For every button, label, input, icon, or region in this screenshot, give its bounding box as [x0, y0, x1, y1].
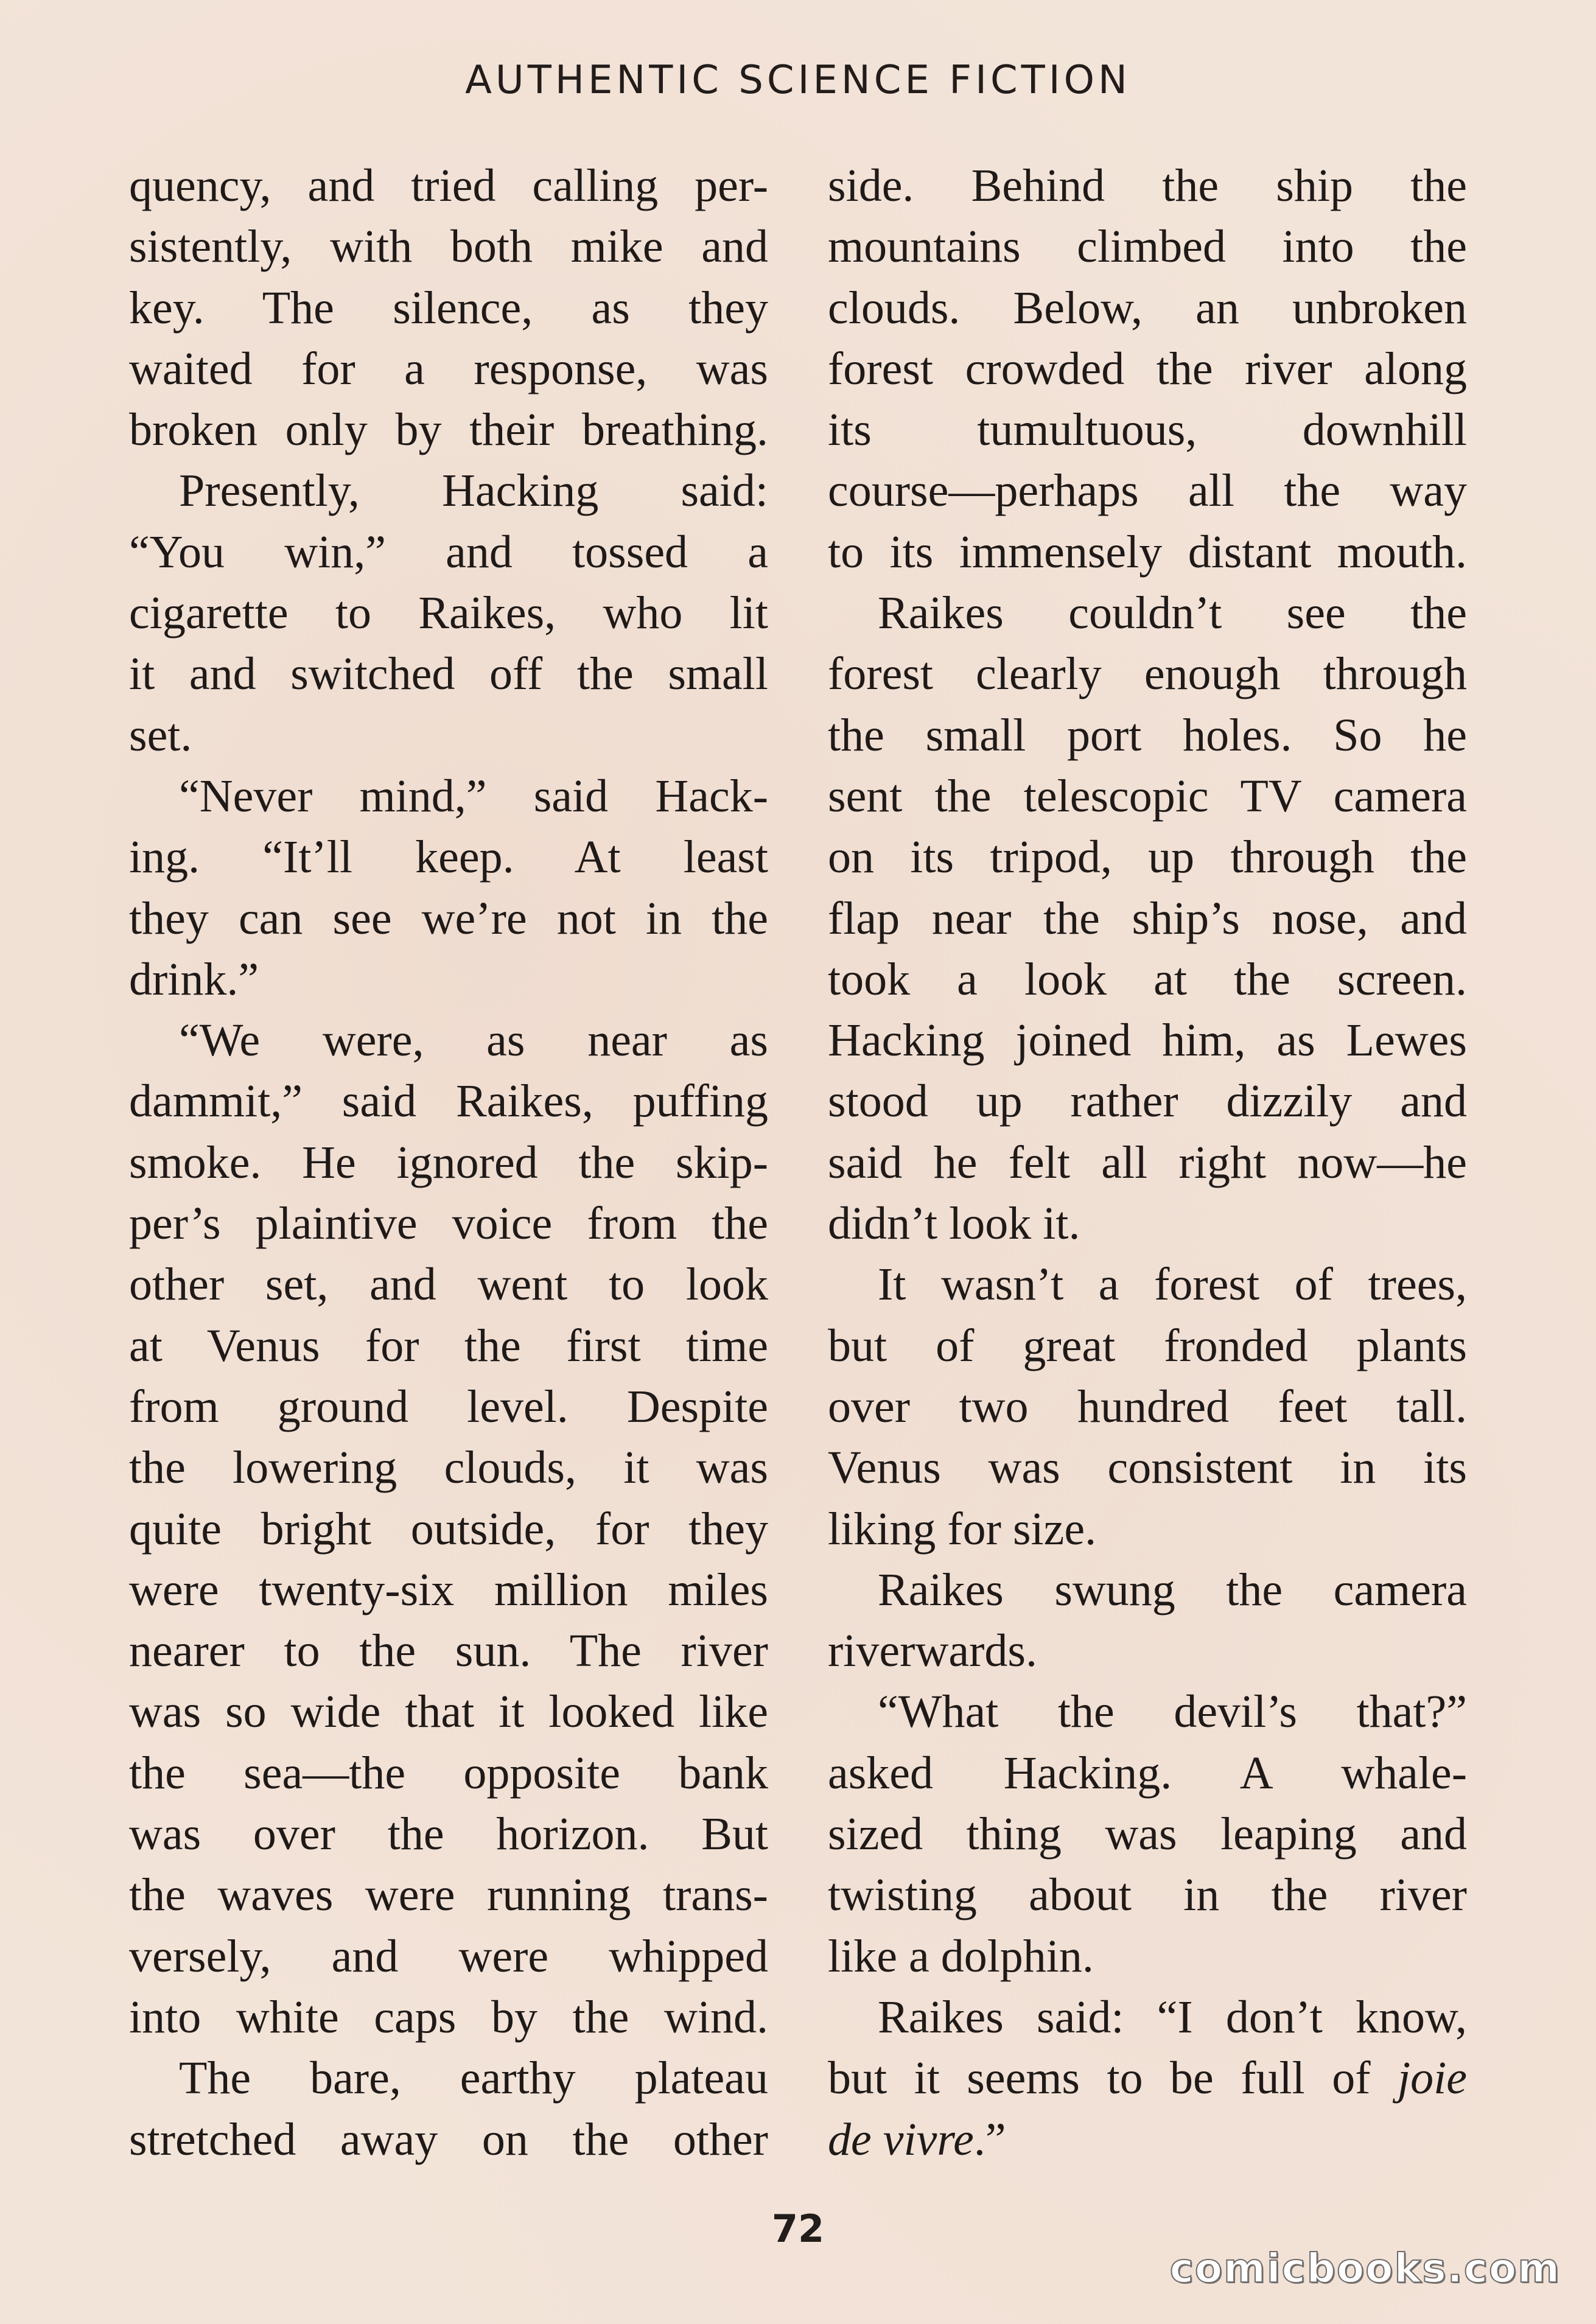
- text-fragment: but it seems to be full of: [828, 2053, 1371, 2104]
- text-line: nearer to the sun. The river: [129, 1625, 768, 1677]
- text-line: set.: [129, 709, 192, 761]
- text-line: course—perhaps all the way: [828, 465, 1467, 517]
- text-line: broken only by their breathing.: [129, 404, 768, 456]
- text-line: stretched away on the other: [129, 2113, 768, 2165]
- text-line: cigarette to Raikes, who lit: [129, 587, 768, 639]
- text-line: the sea—the opposite bank: [129, 1747, 768, 1799]
- text-line: riverwards.: [828, 1625, 1037, 1677]
- text-line: quite bright outside, for they: [129, 1503, 768, 1555]
- text-line: from ground level. Despite: [129, 1381, 768, 1432]
- text-line: over two hundred feet tall.: [828, 1381, 1467, 1432]
- text-line: “You win,” and tossed a: [129, 526, 768, 578]
- text-line: like a dolphin.: [828, 1930, 1094, 1982]
- text-line: smoke. He ignored the skip-: [129, 1136, 768, 1188]
- text-line: It wasn’t a forest of trees,: [878, 1259, 1467, 1311]
- text-line: [828, 2048, 1467, 2109]
- text-line: sent the telescopic TV camera: [828, 770, 1467, 822]
- text-line: other set, and went to look: [129, 1259, 768, 1311]
- text-line: they can see we’re not in the: [129, 892, 768, 944]
- text-line: was over the horizon. But: [129, 1808, 768, 1860]
- text-line: into white caps by the wind.: [129, 1991, 768, 2043]
- text-line: side. Behind the ship the: [828, 160, 1467, 211]
- text-line: versely, and were whipped: [129, 1930, 768, 1982]
- text-line: Venus was consistent in its: [828, 1442, 1467, 1494]
- text-line: was so wide that it looked like: [129, 1686, 768, 1738]
- text-line: “What the devil’s that?”: [878, 1686, 1467, 1738]
- text-line: [828, 2109, 1467, 2170]
- text-line: asked Hacking. A whale-: [828, 1747, 1467, 1799]
- text-line: to its immensely distant mouth.: [828, 526, 1467, 578]
- text-line: ing. “It’ll keep. At least: [129, 831, 768, 883]
- left-text-column: [129, 155, 768, 2170]
- text-line: didn’t look it.: [828, 1198, 1080, 1250]
- text-line: the waves were running trans-: [129, 1869, 768, 1921]
- site-watermark: comicbooks.com: [1169, 2245, 1561, 2292]
- text-line: were twenty-six million miles: [129, 1564, 768, 1615]
- text-line: its tumultuous, downhill: [828, 404, 1467, 456]
- text-line: Presently, Hacking said:: [179, 465, 768, 517]
- text-line: Hacking joined him, as Lewes: [828, 1015, 1467, 1066]
- text-line: forest crowded the river along: [828, 343, 1467, 394]
- text-line: dammit,” said Raikes, puffing: [129, 1076, 768, 1127]
- text-line: clouds. Below, an unbroken: [828, 282, 1467, 334]
- text-line: but of great fronded plants: [828, 1320, 1467, 1371]
- text-line: Raikes said: “I don’t know,: [878, 1991, 1467, 2043]
- text-line: sized thing was leaping and: [828, 1808, 1467, 1860]
- text-line: mountains climbed into the: [828, 221, 1467, 273]
- text-line: said he felt all right now—he: [828, 1136, 1467, 1188]
- italic-phrase: de vivre: [828, 2113, 974, 2165]
- text-line: the lowering clouds, it was: [129, 1442, 768, 1494]
- text-line: drink.”: [129, 953, 259, 1005]
- text-line: sistently, with both mike and: [129, 221, 768, 273]
- italic-phrase: joie: [1398, 2053, 1467, 2104]
- text-line: it and switched off the small: [129, 648, 768, 700]
- text-fragment: .”: [973, 2113, 1006, 2165]
- running-head: AUTHENTIC SCIENCE FICTION: [465, 58, 1131, 103]
- text-line: Raikes couldn’t see the: [878, 587, 1467, 639]
- text-line: “Never mind,” said Hack-: [179, 770, 768, 822]
- text-line: stood up rather dizzily and: [828, 1076, 1467, 1127]
- text-line: took a look at the screen.: [828, 953, 1467, 1005]
- page-number: 72: [771, 2207, 825, 2251]
- text-line: “We were, as near as: [179, 1015, 768, 1066]
- text-line: forest clearly enough through: [828, 648, 1467, 700]
- text-line: The bare, earthy plateau: [179, 2053, 768, 2104]
- text-line: on its tripod, up through the: [828, 831, 1467, 883]
- text-line: key. The silence, as they: [129, 282, 768, 334]
- text-line: twisting about in the river: [828, 1869, 1467, 1921]
- text-line: the small port holes. So he: [828, 709, 1467, 761]
- text-line: waited for a response, was: [129, 343, 768, 394]
- text-line: Raikes swung the camera: [878, 1564, 1467, 1615]
- text-line: flap near the ship’s nose, and: [828, 892, 1467, 944]
- text-line: quency, and tried calling per-: [129, 160, 768, 211]
- text-line: at Venus for the first time: [129, 1320, 768, 1371]
- right-text-column: [828, 155, 1467, 2170]
- text-line: liking for size.: [828, 1503, 1097, 1555]
- text-line: per’s plaintive voice from the: [129, 1198, 768, 1250]
